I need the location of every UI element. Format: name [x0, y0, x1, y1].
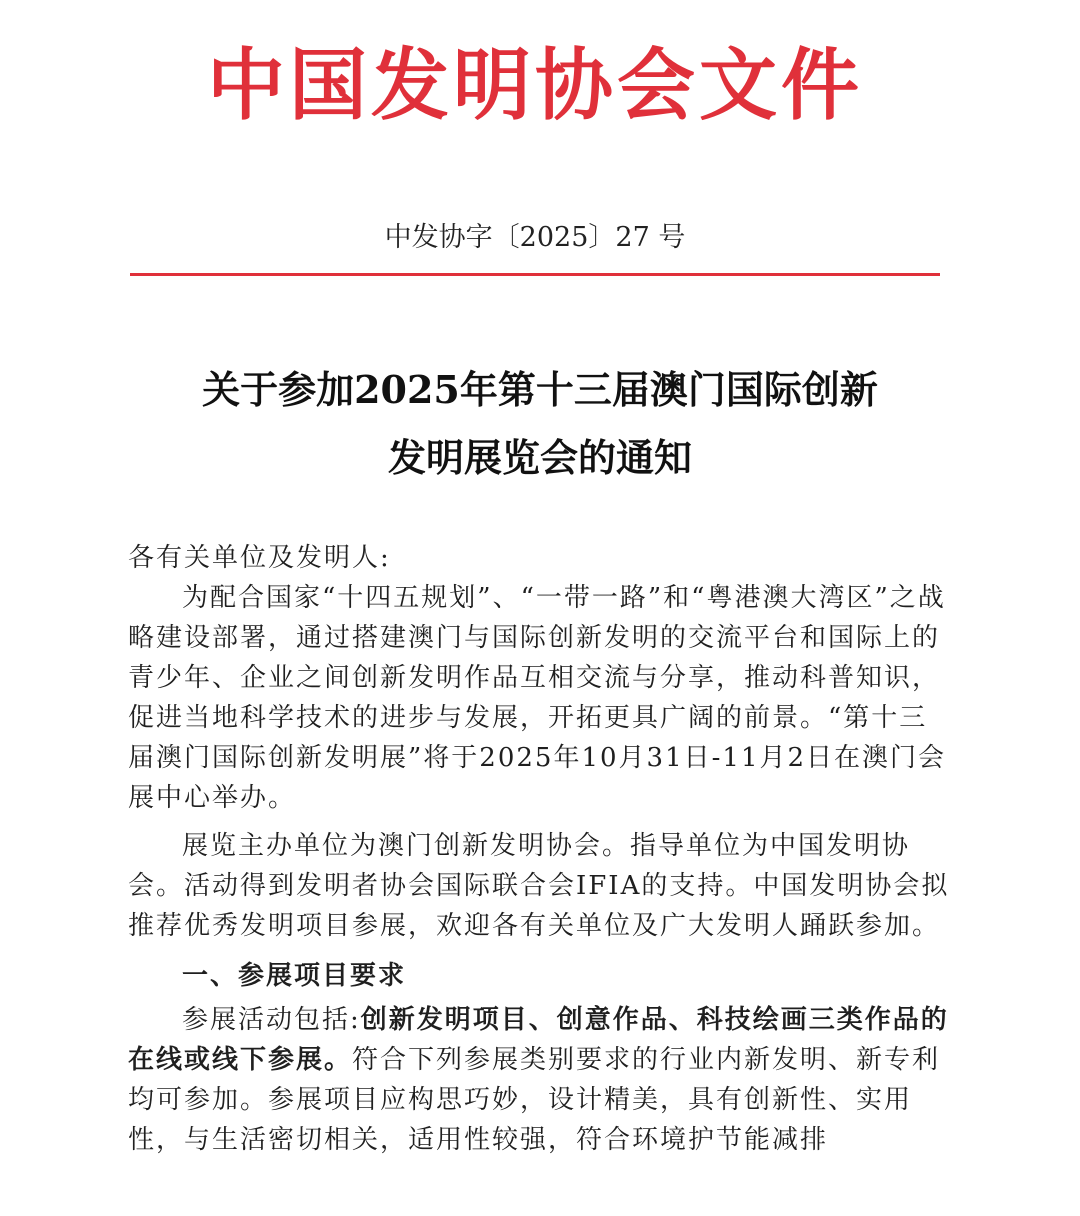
notice-body	[128, 538, 953, 1160]
notice-title	[130, 356, 950, 492]
notice-title-line-1: 关于参加2025年第十三届澳门国际创新	[202, 367, 878, 412]
paragraph-background: 为配合国家“十四五规划”、“一带一路”和“粤港澳大湾区”之战略建设部署，通过搭建澳门与国际创新发明的交流平台和国际上的青少年、企业之间创新发明作品互相交流与分享，推动科普知识，促进当地科学技术的进步与发展，开拓更具广阔的前景。“第十三届澳门国际创新发明展”将于2025年10月31日-11月2日在澳门会展中心举办。	[128, 583, 947, 813]
paragraph-organizers: 展览主办单位为澳门创新发明协会。指导单位为中国发明协会。活动得到发明者协会国际联合会IFIA的支持。中国发明协会拟推荐优秀发明项目参展，欢迎各有关单位及广大发明人踊跃参加。	[128, 831, 950, 941]
document-number: 中发协字〔2025〕27 号	[384, 222, 686, 253]
notice-title-line-2: 发明展览会的通知	[387, 435, 692, 480]
paragraph-requirements	[128, 1000, 953, 1160]
requirements-emphasis: 创新发明项目、创意作品、科技绘画三类作品的在线或线下参展。	[128, 1005, 949, 1075]
salutation: 各有关单位及发明人:	[128, 543, 391, 573]
requirements-intro: 参展活动包括:	[182, 1005, 361, 1035]
requirements-rest: 符合下列参展类别要求的行业内新发明、新专利均可参加。参展项目应构思巧妙，设计精美，具有创新性、实用性，与生活密切相关，适用性较强，符合环境护节能减排	[128, 1045, 941, 1155]
section-heading-requirements: 一、参展项目要求	[182, 961, 407, 991]
red-divider-line	[130, 273, 940, 276]
letterhead-title: 中国发明协会文件	[206, 40, 863, 131]
